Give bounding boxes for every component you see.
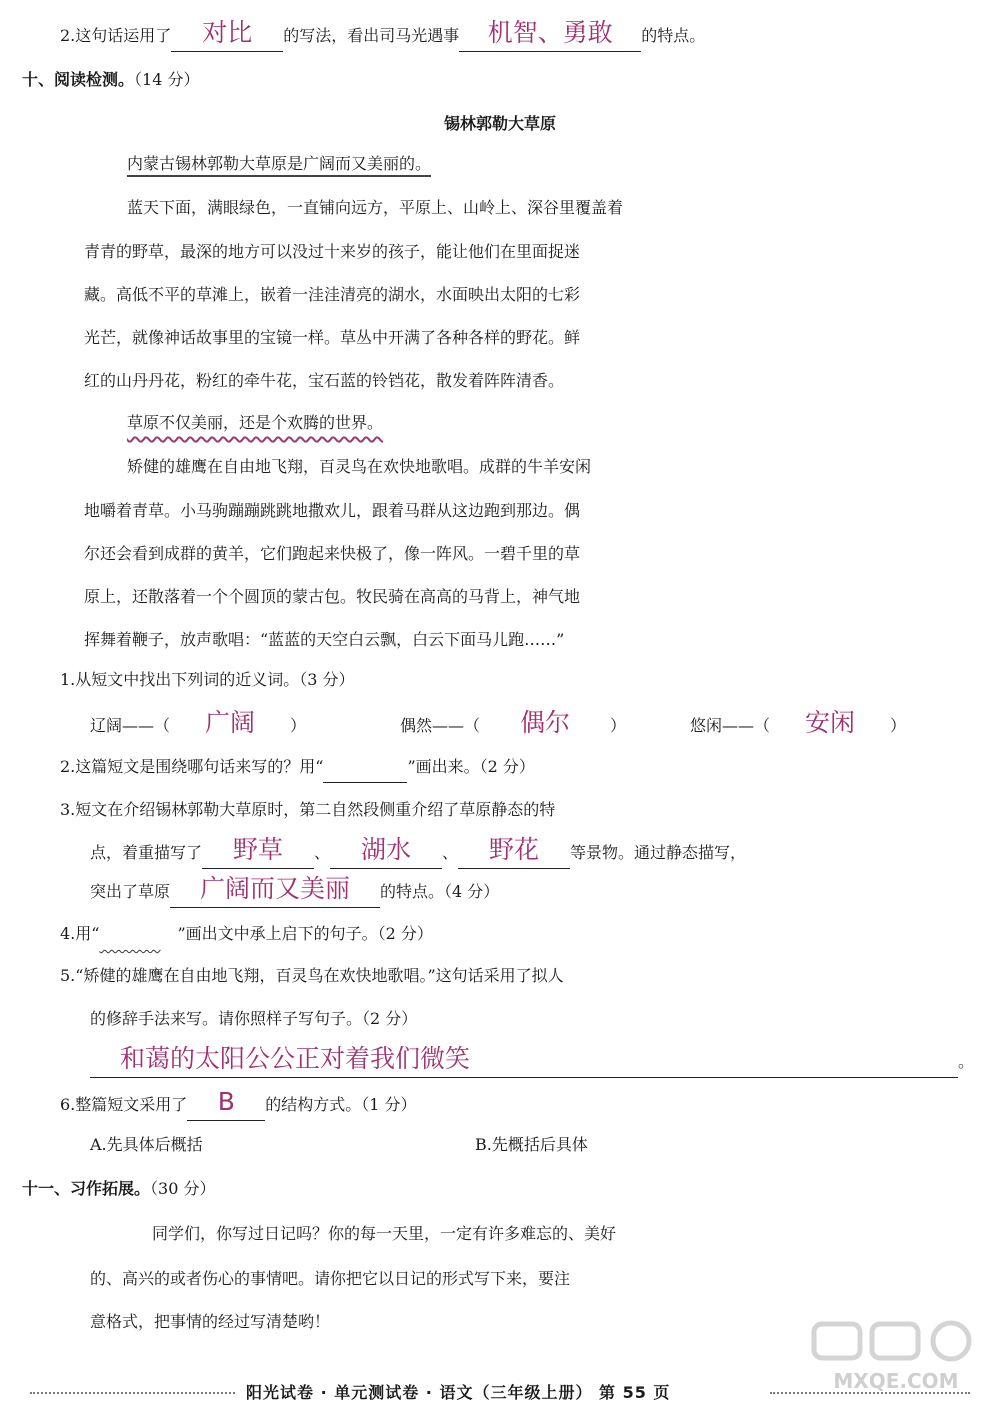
section-10-score: （14 分） [134, 70, 200, 89]
q3-line2-suffix: 等景物。通过静态描写， [570, 843, 747, 862]
q6-answer: B [217, 1087, 235, 1116]
watermark-shape-2 [872, 1324, 918, 1358]
page-footer [0, 1380, 1000, 1406]
section-11-title: 十一、习作拓展。 [22, 1179, 151, 1198]
prev-q2-answer1: 对比 [202, 18, 253, 47]
section-10-heading [22, 62, 1000, 98]
section-11-score: （30 分） [150, 1179, 216, 1198]
q5-line-2: 的修辞手法来写。请你照样子写句子。（2 分） [90, 1009, 418, 1028]
q3-blank-4 [170, 874, 380, 908]
q6-blank [187, 1087, 265, 1121]
q1-item-2 [400, 705, 690, 744]
q1-item-1 [90, 705, 400, 744]
q3-blank-2 [330, 835, 442, 869]
prev-q2-blank1 [171, 18, 283, 52]
transition-sentence: 草原不仅美丽，还是个欢腾的世界。 [127, 413, 384, 432]
topic-sentence: 内蒙古锡林郭勒大草原是广阔而又美丽的。 [127, 154, 431, 177]
q5-answer: 和蔼的太阳公公正对着我们微笑 [120, 1044, 471, 1073]
q5-answer-line [90, 1044, 1000, 1080]
q1-item-3-close: ） [890, 716, 907, 735]
q5-line-1: 5.“矫健的雄鹰在自由地飞翔，百灵鸟在欢快地歌唱。”这句话采用了拟人 [60, 966, 564, 985]
passage-title: 锡林郭勒大草原 [443, 114, 556, 133]
q3-blank-3 [458, 835, 570, 869]
q3-blank-1 [202, 835, 314, 869]
footer-dots-left [30, 1392, 235, 1394]
passage-paragraph-3 [127, 405, 1000, 441]
prev-q2-answer2: 机智、勇敢 [487, 18, 613, 47]
q2-after: ”画出来。（2 分） [407, 757, 535, 776]
section-11-heading [22, 1171, 1000, 1207]
q3-line3-prefix: 突出了草原 [90, 882, 171, 901]
q3-sep-2: 、 [442, 843, 459, 862]
q6-suffix: 的结构方式。（1 分） [265, 1095, 417, 1114]
q2-underline-sample [323, 752, 407, 783]
q1-item-2-answer: 偶尔 [520, 708, 571, 737]
section-11-line-1: 同学们，你写过日记吗？你的每一天里，一定有许多难忘的、美好 [152, 1224, 617, 1243]
prev-q2-middle: 的写法，看出司马光遇事 [283, 26, 460, 45]
passage-p4-line-4: 原上，还散落着一个个圆顶的蒙古包。牧民骑在高高的马背上，神气地 [84, 587, 581, 606]
q4-wavy-sample [99, 916, 177, 952]
q6-option-b: B.先概括后具体 [475, 1135, 588, 1154]
q3-answer-2: 湖水 [361, 835, 412, 864]
passage-p2-line-2: 青青的野草，最深的地方可以没过十来岁的孩子，能让他们在里面捉迷 [84, 242, 581, 261]
section-11-line-2: 的、高兴的或者伤心的事情吧。请你把它以日记的形式写下来，要注 [90, 1269, 571, 1288]
passage-p2-line-3: 藏。高低不平的草滩上，嵌着一洼洼清亮的湖水，水面映出太阳的七彩 [84, 285, 581, 304]
passage-p4-line-1: 矫健的雄鹰在自由地飞翔，百灵鸟在欢快地歌唱。成群的牛羊安闲 [127, 457, 592, 476]
passage-p4-line-2: 地嚼着青草。小马驹蹦蹦跳跳地撒欢儿，跟着马群从这边跑到那边。偶 [84, 501, 581, 520]
section-11-line-3: 意格式，把事情的经过写清楚哟！ [90, 1312, 331, 1331]
footer-text: 阳光试卷 · 单元测试卷 · 语文（三年级上册） 第 55 页 [246, 1383, 671, 1402]
q6-options [90, 1127, 1000, 1163]
q3-line-2 [90, 835, 1000, 871]
passage-p2-line-1: 蓝天下面，满眼绿色，一直铺向远方，平原上、山岭上、深谷里覆盖着 [127, 198, 624, 217]
passage-p2-line-4: 光芒，就像神话故事里的宝镜一样。草丛中开满了各种各样的野花。鲜 [84, 328, 581, 347]
passage-paragraph-1 [127, 146, 1000, 182]
q3-answer-1: 野草 [233, 835, 284, 864]
q3-sep-1: 、 [314, 843, 331, 862]
q2-line [60, 749, 1000, 785]
prev-q2-line [60, 18, 1000, 54]
q1-item-3-answer: 安闲 [805, 708, 856, 737]
q1-items [90, 705, 1000, 744]
q4-after: ”画出文中承上启下的句子。（2 分） [177, 924, 433, 943]
watermark-text: MXQE.COM [833, 1369, 959, 1393]
passage-p4-line-3: 尔还会看到成群的黄羊，它们跑起来快极了，像一阵风。一碧千里的草 [84, 544, 581, 563]
q1-item-3-word: 悠闲——（ [690, 716, 771, 735]
q3-answer-3: 野花 [489, 835, 540, 864]
passage-p2-line-5: 红的山丹丹花，粉红的牵牛花，宝石蓝的铃铛花，散发着阵阵清香。 [84, 371, 565, 390]
watermark-shape-1 [814, 1324, 860, 1358]
q1-prompt: 1.从短文中找出下列词的近义词。（3 分） [60, 670, 355, 689]
q1-item-1-word: 辽阔——（ [90, 716, 171, 735]
section-10-title: 十、阅读检测。 [22, 70, 135, 89]
q4-line [60, 916, 1000, 952]
q1-item-2-word: 偶然——（ [400, 716, 481, 735]
q3-line-3 [90, 874, 1000, 910]
q3-line3-suffix: 的特点。（4 分） [380, 882, 500, 901]
q6-line [60, 1087, 1000, 1123]
q5-end: 。 [958, 1052, 975, 1071]
q1-item-1-close: ） [290, 716, 307, 735]
q6-prefix: 6.整篇短文采用了 [60, 1095, 188, 1114]
q4-before: 4.用“ [60, 924, 100, 943]
q3-answer-4: 广阔而又美丽 [200, 874, 351, 903]
q3-line-1: 3.短文在介绍锡林郭勒大草原时，第二自然段侧重介绍了草原静态的特 [60, 800, 556, 819]
prev-q2-blank2 [459, 18, 641, 52]
q3-line2-prefix: 点，着重描写了 [90, 843, 203, 862]
q1-item-2-close: ） [610, 716, 627, 735]
watermark-shape-3 [933, 1323, 969, 1359]
q1-item-1-answer: 广阔 [205, 708, 256, 737]
q6-option-a: A.先具体后概括 [90, 1135, 203, 1154]
q1-item-3 [690, 705, 906, 744]
q2-before: 2.这篇短文是围绕哪句话来写的？用“ [60, 757, 324, 776]
prev-q2-suffix: 的特点。 [641, 26, 706, 45]
footer-dots-right [770, 1392, 970, 1394]
passage-p4-line-5: 挥舞着鞭子，放声歌唱：“蓝蓝的天空白云飘，白云下面马儿跑……” [84, 630, 565, 649]
q5-answer-blank [90, 1044, 958, 1078]
prev-q2-prefix: 2.这句话运用了 [60, 26, 172, 45]
